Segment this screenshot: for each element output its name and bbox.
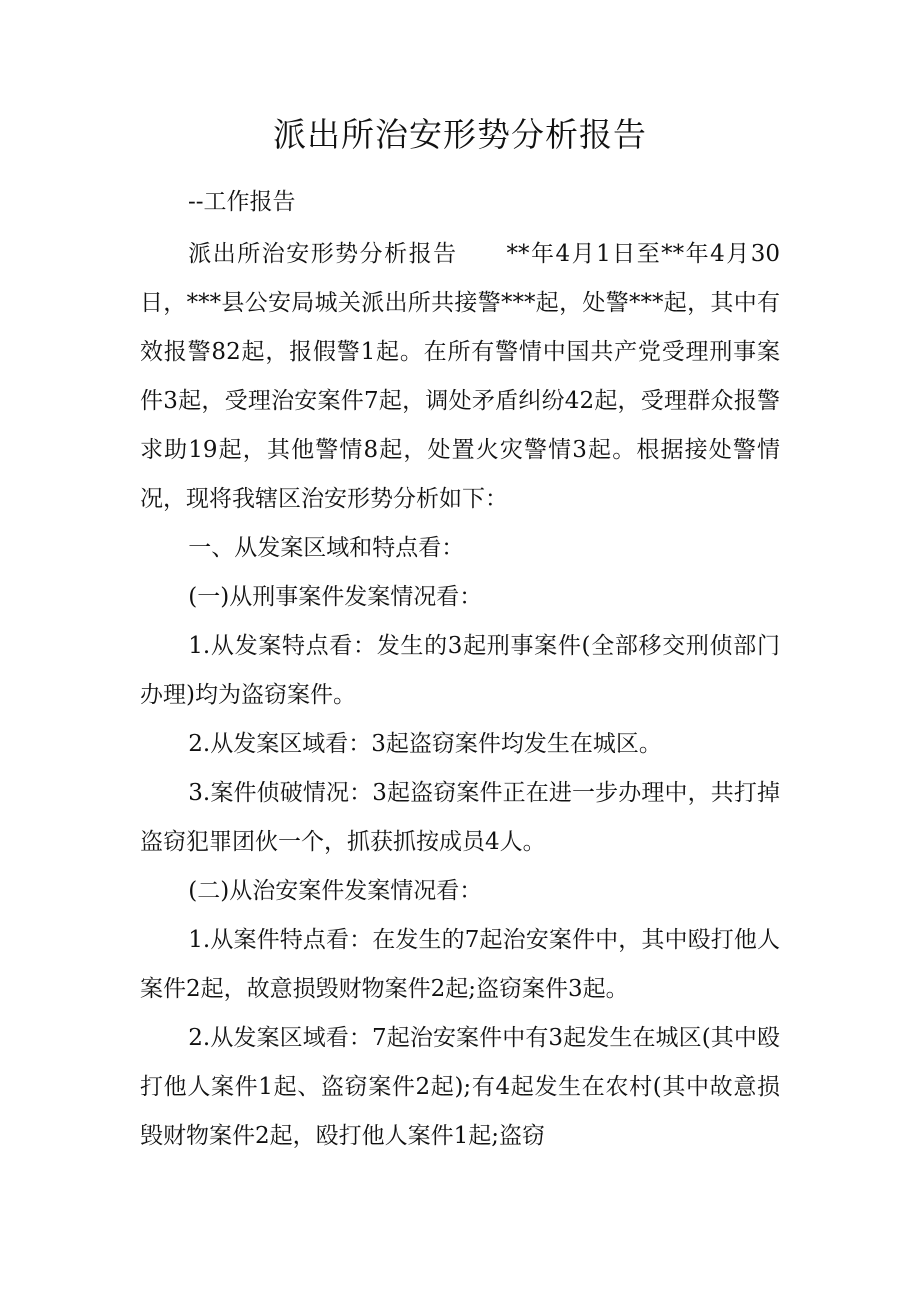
document-subtitle: --工作报告: [188, 189, 296, 215]
paragraph: 1.从发案特点看：发生的3起刑事案件(全部移交刑侦部门办理)均为盗窃案件。: [140, 633, 780, 708]
subsection-heading: (一)从刑事案件发案情况看：: [188, 584, 483, 610]
section-heading: 一、从发案区域和特点看：: [188, 535, 465, 561]
paragraph: 2.从发案区域看：3起盗窃案件均发生在城区。: [188, 731, 662, 757]
paragraph: 派出所治安形势分析报告 **年4月1日至**年4月30日，***县公安局城关派出所共接警***起，处警***起，其中有效报警82起，报假警1起。在所有警情中国共产党受理刑事案件3起，受理治安案件7起，调处矛盾纠纷42起，受理群众报警求助19起，其他警情8起，处置火灾警情3起。根据接处警情况，现将我辖区治安形势分析如下：: [140, 241, 780, 512]
paragraph: 2.从发案区域看：7起治安案件中有3起发生在城区(其中殴打他人案件1起、盗窃案件2起);有4起发生在农村(其中故意损毁财物案件2起，殴打他人案件1起;盗窃: [140, 1025, 780, 1149]
paragraph: 1.从案件特点看：在发生的7起治安案件中，其中殴打他人案件2起，故意损毁财物案件2起;盗窃案件3起。: [140, 927, 780, 1002]
paragraph: 3.案件侦破情况：3起盗窃案件正在进一步办理中，共打掉盗窃犯罪团伙一个，抓获抓按成员4人。: [140, 780, 780, 855]
document-title: 派出所治安形势分析报告: [273, 115, 647, 154]
subsection-heading: (二)从治安案件发案情况看：: [188, 878, 483, 904]
document-body: [140, 230, 780, 1161]
